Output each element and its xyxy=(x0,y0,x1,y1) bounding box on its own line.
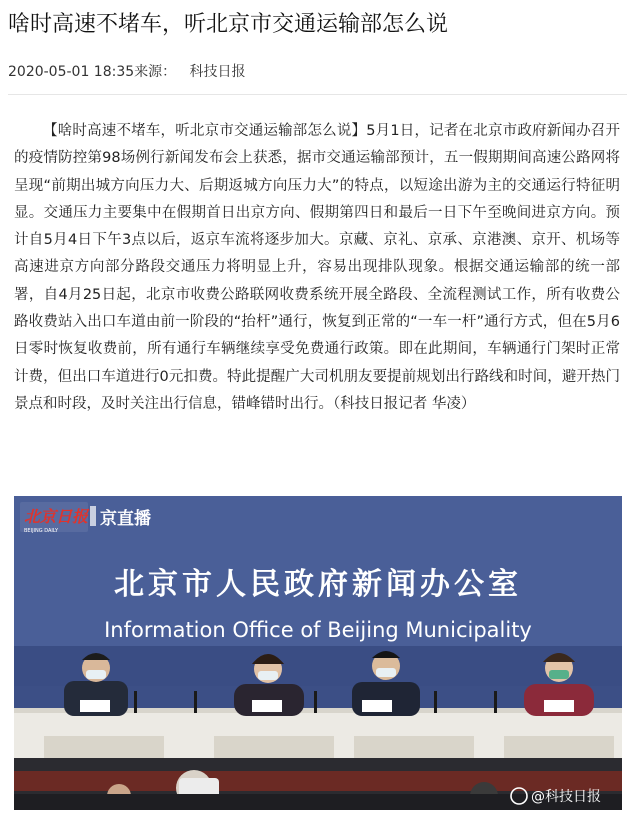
source-label: 来源： xyxy=(134,64,177,80)
article-meta xyxy=(8,62,246,82)
banner-chinese: 北京市人民政府新闻办公室 xyxy=(114,567,522,602)
name-plates xyxy=(44,736,614,758)
logo-app-text: 京直播 xyxy=(100,509,151,529)
publish-datetime: 2020-05-01 18:35 xyxy=(8,64,135,80)
header-divider xyxy=(8,94,627,95)
article-title: 啥时高速不堵车，听北京市交通运输部怎么说 xyxy=(8,12,449,37)
photo-illustration xyxy=(14,496,622,810)
article-body: 【啥时高速不堵车，听北京市交通运输部怎么说】5月1日，记者在北京市政府新闻办召开的疫情防控第98场例行新闻发布会上获悉，据市交通运输部预计，五一假期期间高速公路网将呈现“前期出城方向压力大、后期返城方向压力大”的特点，以短途出游为主的交通运行特征明显。交通压力主要集中在假期首日出京方向、假期第四日和最后一日下午至晚间进京方向。预计自5月4日下午3点以后，返京车流将逐步加大。京藏、京礼、京承、京港澳、京开、机场等高速进京方向部分路段交通压力将明显上升，容易出现排队现象。根据交通运输部的统一部署，自4月25日起，北京市收费公路联网收费系统开展全路段、全流程测试工作，所有收费公路收费站入出口车道由前一阶段的“抬杆”通行，恢复到正常的“一车一杆”通行方式，但在5月6日零时恢复收费前，所有通行车辆继续享受免费通行政策。即在此期间，车辆通行门架时正常计费，但出口车道进行0元扣费。特此提醒广大司机朋友要提前规划出行路线和时间，避开热门景点和时段，及时关注出行信息，错峰错时出行。（科技日报记者 华凌） xyxy=(14,123,620,412)
banner-english: Information Office of Beijing Municipality xyxy=(104,618,532,642)
source-name: 科技日报 xyxy=(189,64,246,80)
watermark-text: @科技日报 xyxy=(531,789,601,805)
logo-main-text: 北京日报 xyxy=(24,507,89,526)
press-conference-photo[interactable] xyxy=(14,496,622,810)
logo-sub-text: BEIJING DAILY xyxy=(24,528,59,534)
